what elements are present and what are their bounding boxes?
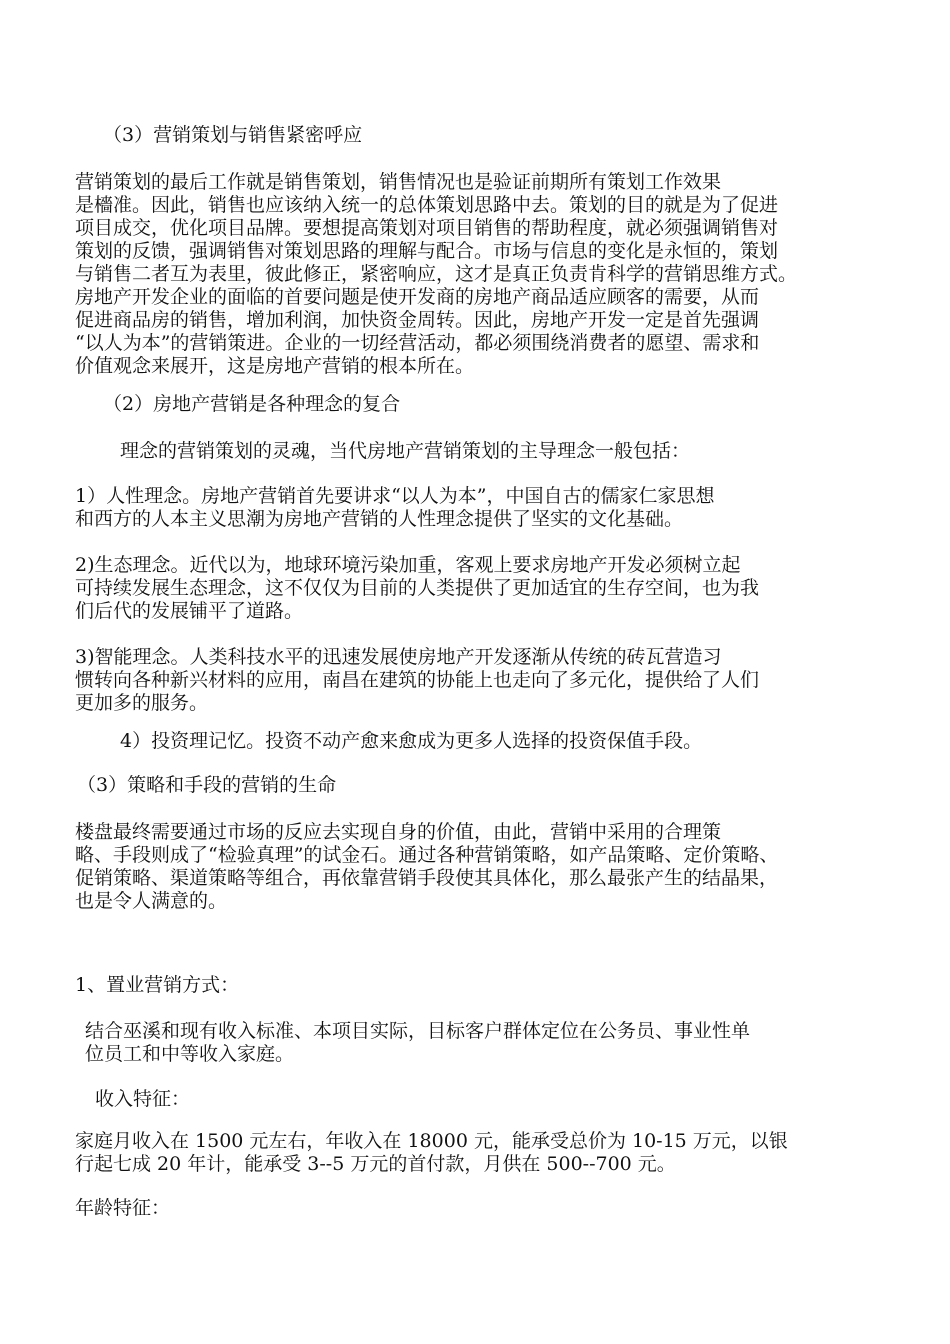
- paragraph-strategy: 楼盘最终需要通过市场的反应去实现自身的价值，由此，营销中采用的合理策 略、手段则成了“检验真理”的试金石。通过各种营销策略，如产品策略、定价策略、 促销策略、渠道策略等组合，再依靠营销手段使其具体化，那么最张产生的结晶果， 也是令人满意的。: [75, 821, 779, 912]
- list-item-ecology-concept: 2)生态理念。近代以为，地球环境污染加重，客观上要求房地产开发必须树立起 可持续发展生态理念，这不仅仅为目前的人类提供了更加适宜的生存空间，也为我 们后代的发展铺平了道路。: [75, 554, 760, 622]
- list-item-humanity-concept: 1）人性理念。房地产营销首先要讲求“以人为本”，中国自古的儒家仁家思想 和西方的人本主义思潮为房地产营销的人性理念提供了坚实的文化基础。: [75, 485, 715, 530]
- label-income-features: 收入特征：: [95, 1088, 191, 1110]
- paragraph-income-features: 家庭月收入在 1500 元左右，年收入在 18000 元，能承受总价为 10-15 万元，以银 行起七成 20 年计，能承受 3--5 万元的首付款，月供在 500--700 元。: [75, 1130, 788, 1175]
- section-heading-property-marketing: 1、置业营销方式：: [75, 974, 240, 996]
- label-age-features: 年龄特征：: [75, 1197, 171, 1219]
- paragraph-target-customers: 结合巫溪和现有收入标准、本项目实际，目标客户群体定位在公务员、事业性单 位员工和中等收入家庭。: [85, 1020, 751, 1065]
- list-item-intelligence-concept: 3)智能理念。人类科技水平的迅速发展使房地产开发逐渐从传统的砖瓦营造习 惯转向各种新兴材料的应用，南昌在建筑的协能上也走向了多元化，提供给了人们 更加多的服务。: [75, 646, 760, 714]
- list-item-investment-concept: 4）投资理记忆。投资不动产愈来愈成为更多人选择的投资保值手段。: [120, 730, 703, 752]
- section-heading-marketing-sales: （3）营销策划与销售紧密呼应: [103, 124, 363, 146]
- section-heading-strategy: （3）策略和手段的营销的生命: [77, 774, 337, 796]
- section-heading-concepts: （2）房地产营销是各种理念的复合: [103, 393, 401, 415]
- paragraph-sales-planning: 营销策划的最后工作就是销售策划，销售情况也是验证前期所有策划工作效果 是檣准。因此，销售也应该纳入统一的总体策划思路中去。策划的目的就是为了促进 项目成交，优化项目品牌。要想提高策划对项目销售的帮助程度，就必须强调销售对 策划的反馈，强调销售对策划思路的理解与配合。市场与信息的变化是永恒的，策划 与销售二者互为表里，彼此修正，紧密响应，这才是真正负责肯科学的营销思维方式。 房地产开发企业的面临的首要问题是使开发商的房地产商品适应顾客的需要，从而 促进商品房的销售，增加利润，加快资金周转。因此，房地产开发一定是首先强调 “以人为本”的营销策进。企业的一切经营活动，都必须围绕消费者的愿望、需求和 价值观念来展开，这是房地产营销的根本所在。: [75, 171, 798, 377]
- paragraph-concept-intro: 理念的营销策划的灵魂，当代房地产营销策划的主导理念一般包括：: [120, 440, 691, 462]
